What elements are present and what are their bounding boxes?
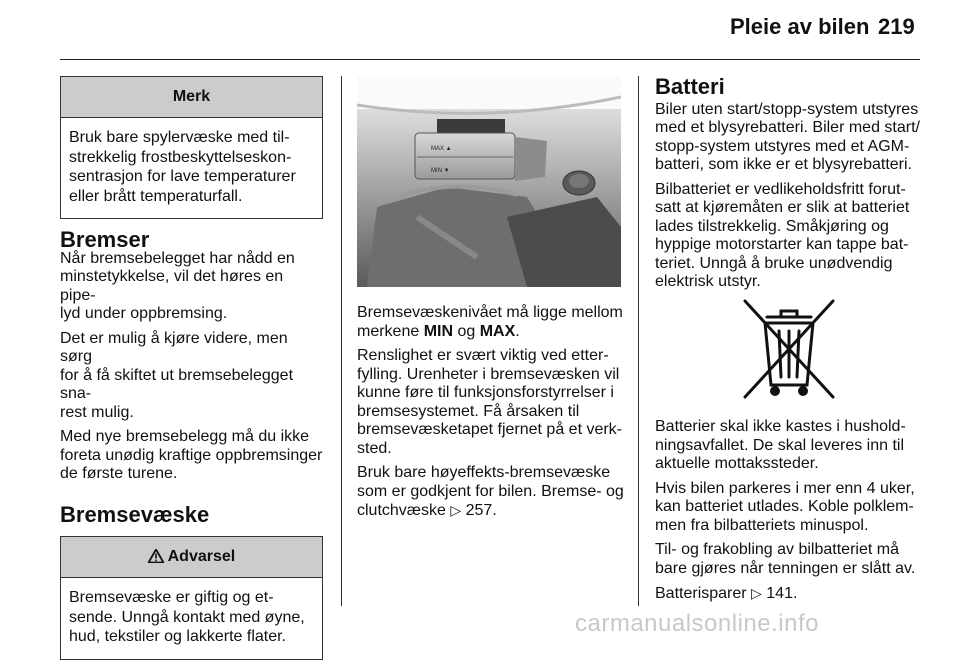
header-rule (60, 59, 920, 60)
min-mark: MIN (423, 322, 454, 340)
column-divider-left (341, 76, 342, 606)
text-span: . (515, 322, 520, 340)
warning-box-body: Bremsevæske er giftig og et- sende. Unngå kontakt med øyne, hud, tekstiler og lakkerte flater. (69, 589, 305, 645)
paragraph: Biler uten start/stopp-system utstyres med et blysyrebatteri. Biler med start/ stopp-system utstyres med et AGM- batteri, som ikke er et blysyrebatteri. (655, 100, 920, 173)
paragraph-levels (357, 304, 627, 341)
warning-triangle-icon (148, 548, 168, 565)
warning-box-title-text: Advarsel (167, 548, 236, 565)
paragraph: Med nye bremsebelegg må du ikke foreta unødig kraftige oppbremsinger de første turene. (60, 428, 323, 482)
text-span: Bremsevæskenivået må ligge mellom merkene (357, 304, 623, 340)
column-divider-right (638, 76, 639, 606)
left-column (60, 76, 323, 660)
note-box (60, 76, 323, 219)
brake-fluid-reservoir-photo (357, 77, 621, 287)
paragraph: Det er mulig å kjøre videre, men sørg for å få skiftet ut bremsebelegget sna- rest mulig. (60, 329, 294, 421)
middle-column (357, 304, 627, 527)
text-span: og (453, 322, 480, 340)
right-column (655, 74, 925, 298)
section-heading-battery: Batteri (655, 74, 725, 99)
page-header-title: Pleie av bilen (730, 14, 870, 39)
min-label: MIN ▼ (431, 168, 450, 174)
paragraph: Bilbatteriet er vedlikeholdsfritt forut- satt at kjøremåten er slik at batteriet lades tilstrekkelig. Småkjøring og hyppige motorstarter kan tappe bat- teriet. Unngå å bruke unødvendig elektrisk utstyr. (655, 180, 910, 290)
note-box-title: Merk (61, 77, 322, 118)
footer-watermark: carmanualsonline.info (575, 610, 819, 637)
text-span: . (792, 585, 798, 602)
paragraph: Til- og frakobling av bilbatteriet må bare gjøres når tenningen er slått av. (655, 541, 916, 577)
paragraph-battery-saver (655, 584, 930, 604)
paragraph: Når bremsebelegget har nådd en minstetykkelse, vil det høres en pipe- lyd under oppbremsing. (60, 249, 295, 322)
warning-box-title (61, 537, 322, 578)
text-span: Bruk bare høyeffekts-bremsevæske som er godkjent for bilen. Bremse- og clutchvæske (357, 464, 624, 519)
max-mark: MAX (479, 322, 516, 340)
page-reference-link[interactable]: 141 (766, 585, 793, 602)
paragraph-fluid (357, 464, 627, 521)
text-span: . (492, 502, 497, 519)
page-number: 219 (878, 14, 915, 39)
note-box-body: Bruk bare spylervæske med til- strekkelig frostbeskyttelseskon- sentrasjon for lave temperaturer eller brått temperaturfall. (69, 129, 296, 205)
paragraph: Batterier skal ikke kastes i hushold- ningsavfallet. De skal leveres inn til aktuelle mottakssteder. (655, 418, 906, 472)
text-span: Batterisparer (655, 585, 752, 602)
page-reference-arrow-icon: ▷ (751, 585, 762, 601)
section-heading-brakes: Bremser (60, 227, 150, 252)
paragraph: Hvis bilen parkeres i mer enn 4 uker, kan batteriet utlades. Koble polklem- men fra bilbatteriets minuspol. (655, 479, 915, 534)
max-label: MAX ▲ (431, 146, 452, 152)
paragraph: Renslighet er svært viktig ved etter- fylling. Urenheter i bremsevæsken vil kunne føre til funksjonsforstyrrelser i bremsesystemet. Få årsaken til bremsevæsketapet fjernet på et verk- sted. (357, 347, 623, 457)
page-reference-arrow-icon: ▷ (450, 502, 462, 518)
section-heading-brake-fluid: Bremsevæske (60, 501, 210, 527)
page-reference-link[interactable]: 257 (465, 502, 493, 519)
crossed-out-bin-icon (735, 297, 843, 402)
right-column-lower (655, 418, 930, 610)
warning-box (60, 536, 323, 660)
